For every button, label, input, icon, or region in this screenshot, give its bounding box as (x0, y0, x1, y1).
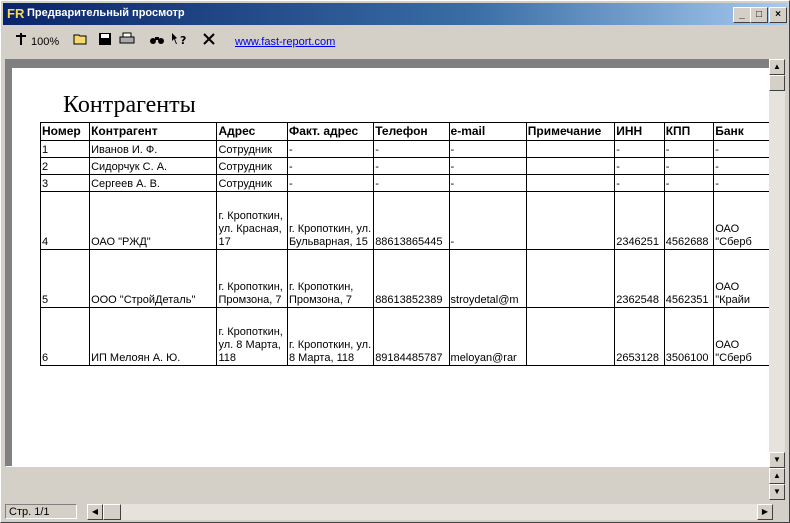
table-row (41, 158, 771, 175)
table-cell: - (374, 175, 449, 192)
help-icon[interactable] (169, 32, 189, 52)
vertical-scrollbar[interactable] (769, 59, 785, 500)
table-row (41, 192, 771, 250)
table-cell: г. Кропоткин, ул. 8 Марта, 118 (217, 308, 287, 366)
table-cell: 5 (41, 250, 90, 308)
table-cell: - (287, 158, 373, 175)
table-cell: - (615, 158, 665, 175)
open-icon[interactable] (71, 32, 91, 52)
column-header: Адрес (217, 123, 287, 141)
toolbar (3, 29, 787, 55)
report-table (40, 122, 770, 366)
table-cell: ОАО "Сберб (714, 308, 770, 366)
table-header-row (41, 123, 771, 141)
table-cell: 3 (41, 175, 90, 192)
table-cell: - (714, 175, 770, 192)
table-cell: 3506100 (664, 308, 714, 366)
table-cell: 89184485787 (374, 308, 449, 366)
minimize-button[interactable]: _ (733, 7, 751, 23)
column-header: e-mail (449, 123, 526, 141)
scroll-thumb[interactable] (769, 75, 785, 91)
table-cell: 2 (41, 158, 90, 175)
table-cell: 2346251 (615, 192, 665, 250)
column-header: Контрагент (90, 123, 217, 141)
column-header: ИНН (615, 123, 665, 141)
maximize-button[interactable]: □ (750, 7, 768, 23)
table-cell: 6 (41, 308, 90, 366)
table-cell (526, 250, 614, 308)
table-row (41, 141, 771, 158)
table-cell: - (449, 141, 526, 158)
page-up-icon[interactable]: ▲ (769, 468, 785, 484)
page-down-icon[interactable]: ▼ (769, 484, 785, 500)
column-header: Телефон (374, 123, 449, 141)
table-cell: г. Кропоткин, Промзона, 7 (217, 250, 287, 308)
table-cell: Сергеев А. В. (90, 175, 217, 192)
table-cell: ОАО "Крайи (714, 250, 770, 308)
table-cell: 4 (41, 192, 90, 250)
svg-text:?: ? (180, 34, 187, 46)
table-cell: meloyan@rar (449, 308, 526, 366)
table-cell: Сотрудник (217, 158, 287, 175)
table-cell: - (374, 158, 449, 175)
table-cell: г. Кропоткин, ул. Бульварная, 15 (287, 192, 373, 250)
table-cell: 88613852389 (374, 250, 449, 308)
table-cell (526, 141, 614, 158)
table-cell: - (664, 175, 714, 192)
status-bar (3, 503, 787, 521)
table-cell: 88613865445 (374, 192, 449, 250)
table-cell: - (287, 175, 373, 192)
hscroll-thumb[interactable] (103, 504, 121, 520)
column-header: Банк (714, 123, 770, 141)
table-cell: ОАО "РЖД" (90, 192, 217, 250)
table-cell: Сотрудник (217, 141, 287, 158)
print-icon[interactable] (117, 32, 137, 52)
table-cell: - (714, 158, 770, 175)
table-cell (526, 175, 614, 192)
zoom-level[interactable]: 100% (31, 36, 60, 48)
scroll-down-icon[interactable]: ▼ (769, 452, 785, 468)
table-cell: - (449, 175, 526, 192)
horizontal-scrollbar[interactable] (87, 504, 773, 520)
table-cell: - (615, 141, 665, 158)
page-indicator: Стр. 1/1 (5, 504, 77, 519)
title-bar[interactable] (3, 3, 787, 25)
column-header: Примечание (526, 123, 614, 141)
table-cell: 2362548 (615, 250, 665, 308)
table-row (41, 308, 771, 366)
table-cell: - (664, 158, 714, 175)
preview-viewport[interactable] (5, 59, 770, 467)
table-cell: 4562351 (664, 250, 714, 308)
report-page (12, 68, 770, 467)
close-window-button[interactable]: × (769, 7, 787, 23)
table-cell: 4562688 (664, 192, 714, 250)
save-icon[interactable] (95, 32, 115, 52)
table-cell: - (449, 158, 526, 175)
find-icon[interactable] (147, 32, 167, 52)
fastreport-logo-icon: FR (7, 6, 25, 21)
table-cell: 2653128 (615, 308, 665, 366)
table-cell (526, 192, 614, 250)
report-title: Контрагенты (63, 92, 196, 118)
table-cell: - (714, 141, 770, 158)
table-cell: ИП Мелоян А. Ю. (90, 308, 217, 366)
table-row (41, 175, 771, 192)
column-header: Номер (41, 123, 90, 141)
table-cell: Сотрудник (217, 175, 287, 192)
column-header: Факт. адрес (287, 123, 373, 141)
close-icon[interactable] (199, 32, 219, 52)
table-row (41, 250, 771, 308)
table-cell: г. Кропоткин, ул. Красная, 17 (217, 192, 287, 250)
table-cell: Иванов И. Ф. (90, 141, 217, 158)
table-cell: - (664, 141, 714, 158)
table-cell: stroydetal@m (449, 250, 526, 308)
table-cell: - (615, 175, 665, 192)
table-cell (526, 308, 614, 366)
scroll-right-icon[interactable]: ▶ (757, 504, 773, 520)
column-header: КПП (664, 123, 714, 141)
table-cell: Сидорчук С. А. (90, 158, 217, 175)
window-title: Предварительный просмотр (27, 7, 185, 19)
table-cell: ОАО "Сберб (714, 192, 770, 250)
table-cell: г. Кропоткин, Промзона, 7 (287, 250, 373, 308)
scroll-left-icon[interactable]: ◀ (87, 504, 103, 520)
table-cell: - (374, 141, 449, 158)
table-cell: г. Кропоткин, ул. 8 Марта, 118 (287, 308, 373, 366)
zoom-icon[interactable] (11, 32, 31, 52)
table-cell: 1 (41, 141, 90, 158)
table-cell: ООО "СтройДеталь" (90, 250, 217, 308)
table-cell (526, 158, 614, 175)
scroll-up-icon[interactable]: ▲ (769, 59, 785, 75)
table-cell: - (449, 192, 526, 250)
website-link[interactable]: www.fast-report.com (235, 36, 336, 48)
table-cell: - (287, 141, 373, 158)
